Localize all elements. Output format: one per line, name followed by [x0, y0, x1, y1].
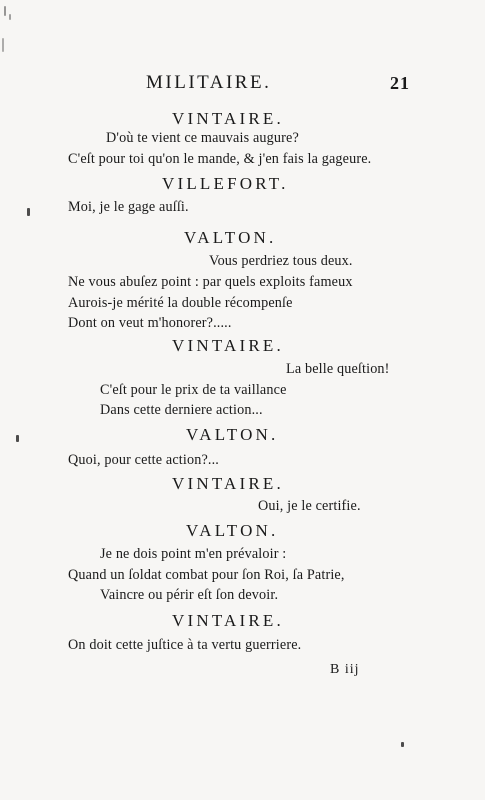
verse-line: C'eſt pour le prix de ta vaillance: [100, 382, 287, 398]
margin-speck: [2, 38, 4, 52]
speaker-name: VINTAIRE.: [172, 611, 284, 630]
verse-line: C'eſt pour toi qu'on le mande, & j'en fais la gageure.: [68, 151, 372, 167]
verse-line: Vous perdriez tous deux.: [209, 253, 353, 269]
verse-line: Quoi, pour cette action?...: [68, 452, 219, 468]
verse-line: Ne vous abuſez point : par quels exploits fameux: [68, 274, 353, 290]
speaker-name: VALTON.: [186, 521, 279, 540]
speaker-name: VINTAIRE.: [172, 336, 284, 355]
verse-line: Aurois-je mérité la double récompenſe: [68, 295, 293, 311]
verse-line: Dans cette derniere action...: [100, 402, 263, 418]
verse-line: D'où te vient ce mauvais augure?: [106, 130, 299, 146]
verse-line: Je ne dois point m'en prévaloir :: [100, 546, 287, 562]
speaker-name: VALTON.: [186, 425, 279, 444]
speaker-name: VINTAIRE.: [172, 109, 284, 128]
speaker-name: VALTON.: [184, 228, 277, 247]
verse-line: Quand un ſoldat combat pour ſon Roi, ſa Patrie,: [68, 567, 345, 583]
verse-line: Oui, je le certifie.: [258, 498, 361, 514]
verse-line: Moi, je le gage auſſi.: [68, 199, 189, 215]
verse-line: On doit cette juſtice à ta vertu guerriere.: [68, 637, 302, 653]
margin-speck: [27, 208, 30, 216]
margin-speck: [16, 435, 19, 442]
speaker-name: VILLEFORT.: [162, 174, 289, 193]
verse-line: Vaincre ou périr eſt ſon devoir.: [100, 587, 279, 603]
margin-speck: [4, 6, 6, 16]
signature-mark: B iij: [330, 662, 360, 677]
speaker-name: VINTAIRE.: [172, 474, 284, 493]
margin-speck: [401, 742, 404, 747]
verse-line: Dont on veut m'honorer?.....: [68, 315, 232, 331]
margin-speck: [9, 14, 11, 20]
page-number: 21: [390, 73, 410, 93]
verse-line: La belle queſtion!: [286, 361, 390, 377]
running-header: MILITAIRE.: [146, 72, 272, 93]
